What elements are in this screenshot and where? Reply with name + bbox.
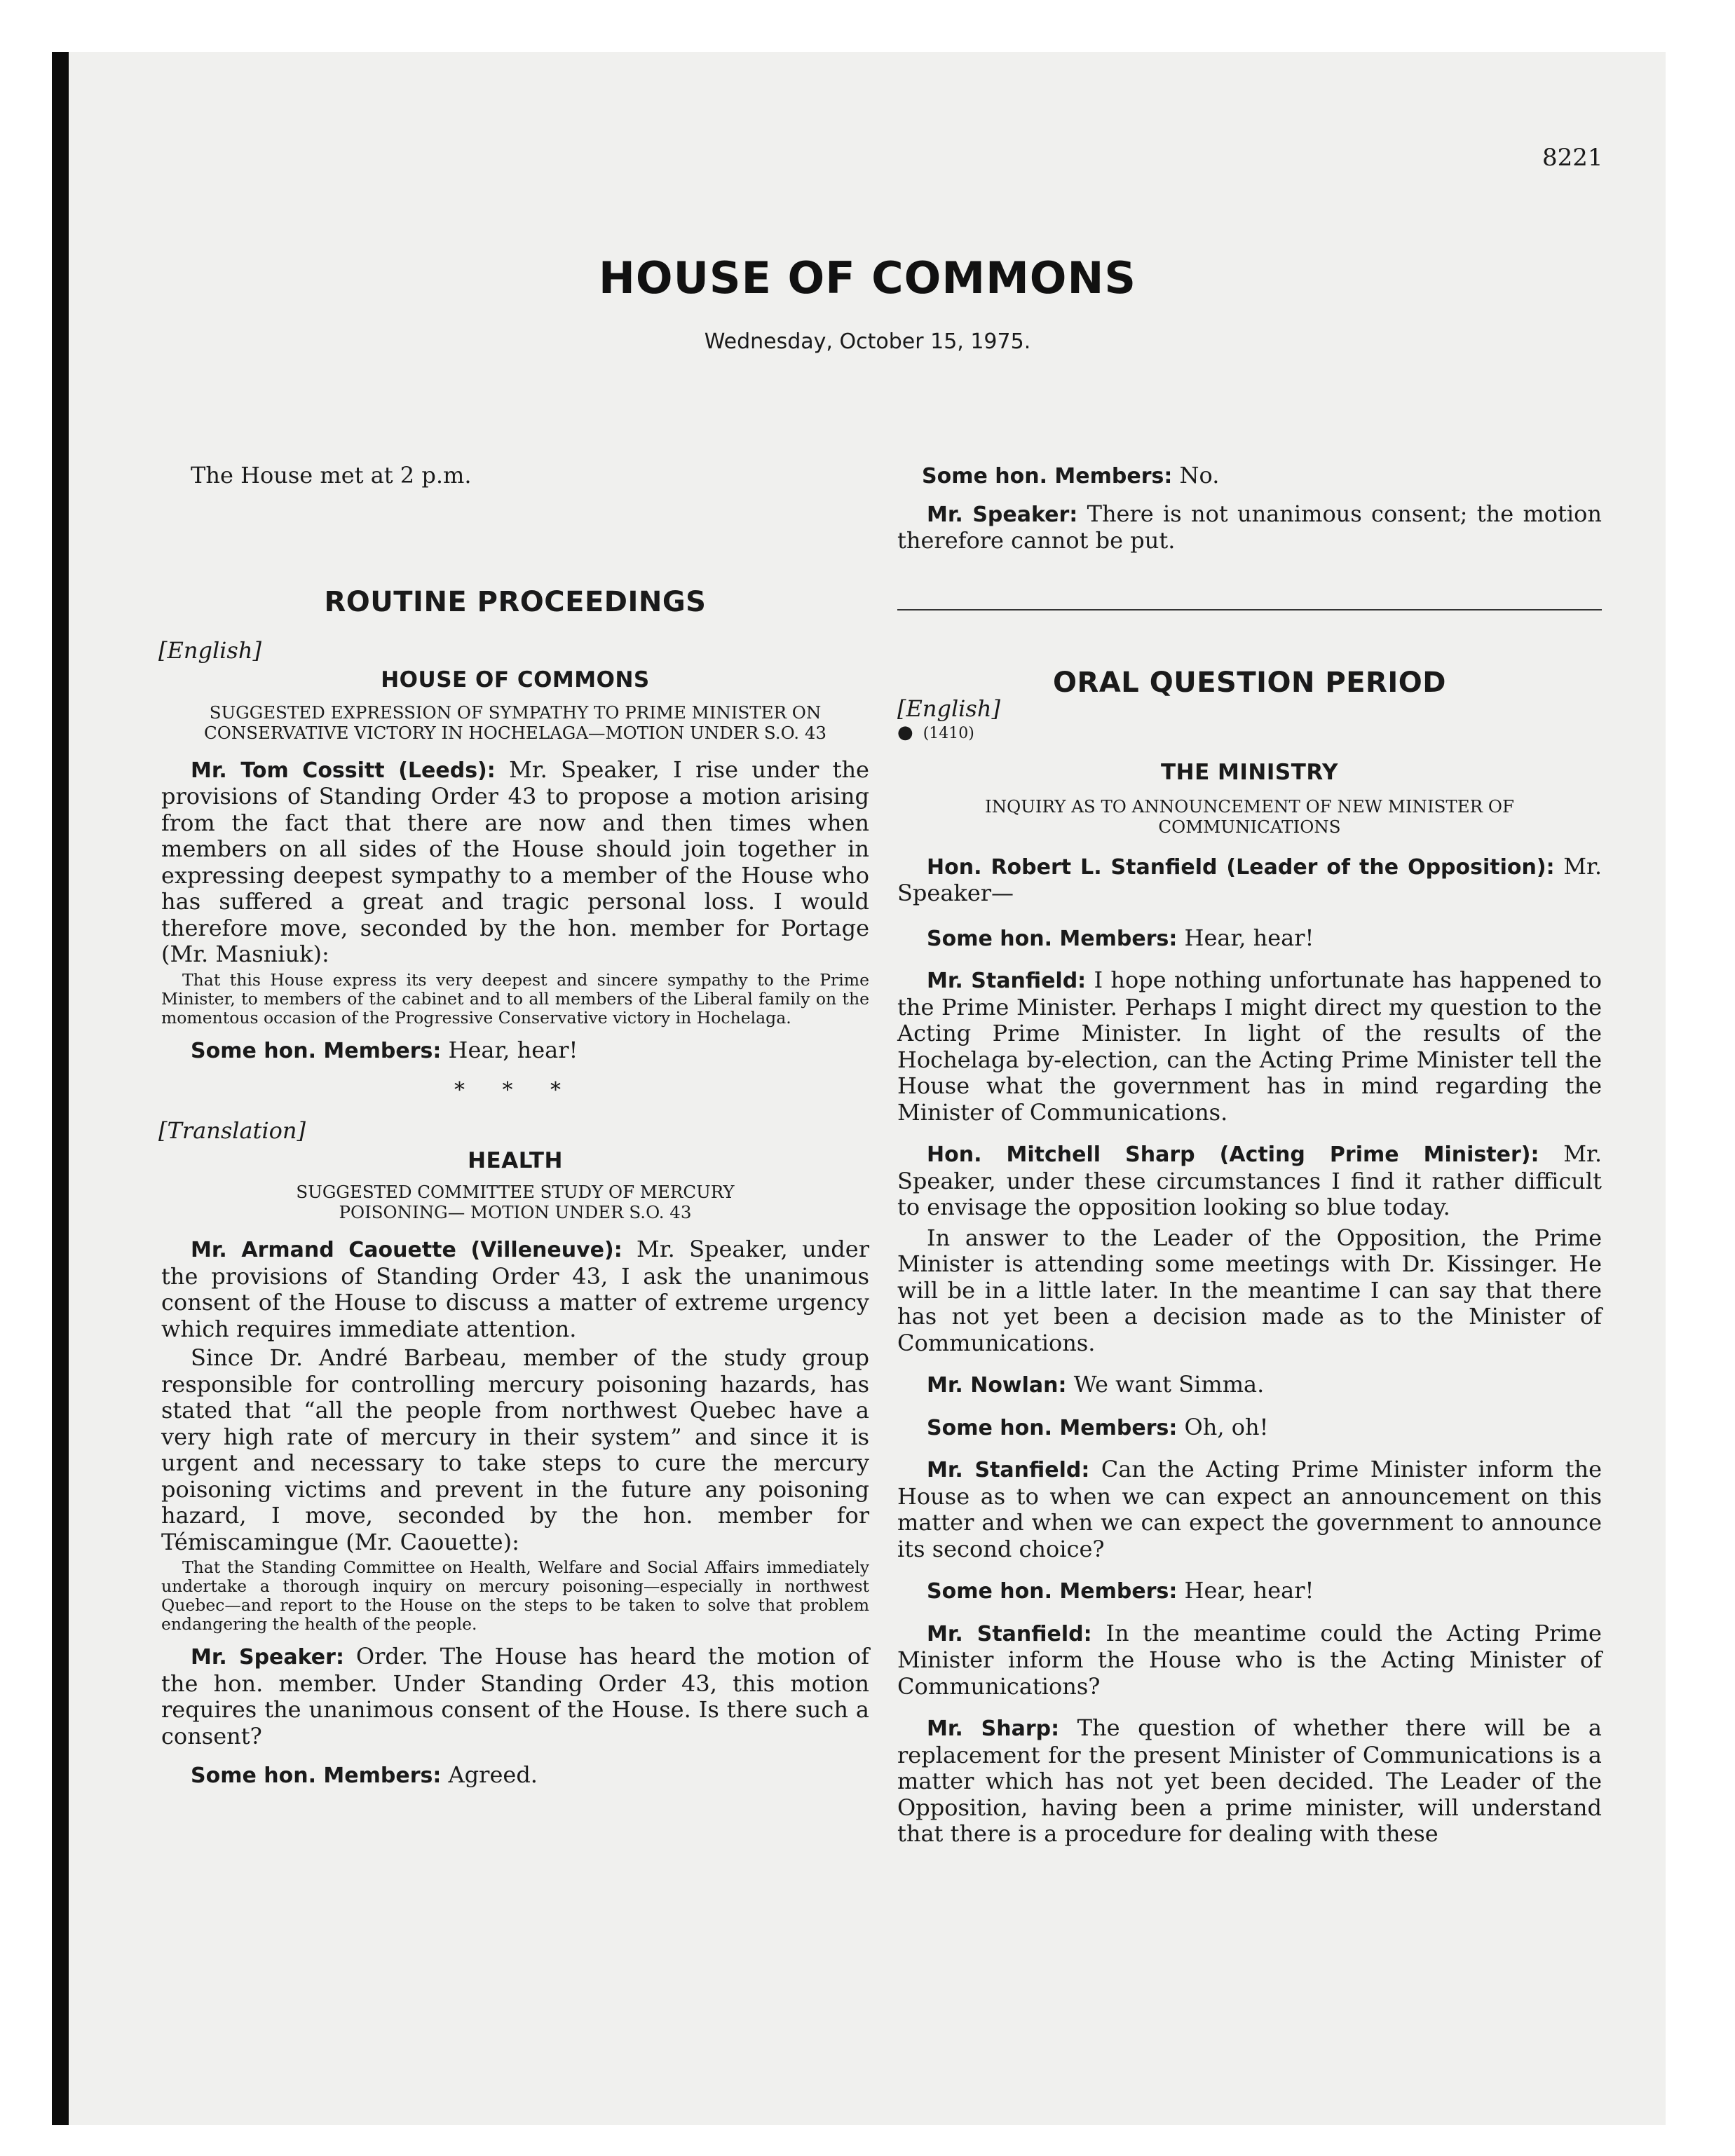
speech-text: Agreed. bbox=[448, 1761, 538, 1788]
speaker-name: Hon. Mitchell Sharp (Acting Prime Minister): bbox=[927, 1142, 1539, 1167]
section-heading-oral-question-period: ORAL QUESTION PERIOD bbox=[1053, 666, 1446, 699]
speaker-name: Some hon. Members: bbox=[922, 464, 1173, 489]
speech-text: Order. The House has heard the motion of the hon. member. Under Standing Order 43, this motion requires the unanimous consent of the House. Is there such a consent? bbox=[161, 1643, 870, 1749]
speaker-name: Some hon. Members: bbox=[927, 926, 1178, 951]
speech-text: In the meantime could the Acting Prime Minister inform the House who is the Acting Minister of Communications? bbox=[897, 1619, 1602, 1700]
motion-quote-mercury: That the Standing Committee on Health, Welfare and Social Affairs immediately undertake a thorough inquiry on mercury poisoning—especially in northwest Quebec—and report to the House on the steps to be taken to solve that problem endangering the health of the people. bbox=[161, 1557, 869, 1634]
speech-caouette bbox=[161, 1236, 869, 1342]
speech-stanfield-question bbox=[897, 967, 1602, 1126]
speaker-name: Mr. Stanfield: bbox=[927, 1458, 1090, 1482]
speech-text: There is not unanimous consent; the motion therefore cannot be put. bbox=[897, 500, 1603, 554]
subheading-health: HEALTH bbox=[468, 1148, 563, 1173]
speech-text: Oh, oh! bbox=[1184, 1413, 1269, 1440]
speaker-name: Mr. Sharp: bbox=[927, 1717, 1060, 1741]
speech-members-hear bbox=[161, 1037, 869, 1065]
speaker-name: Some hon. Members: bbox=[927, 1415, 1178, 1440]
speech-text: No. bbox=[1179, 462, 1220, 489]
left-column bbox=[158, 462, 870, 1789]
speech-cossitt bbox=[161, 757, 869, 968]
speech-text: I hope nothing unfortunate has happened to the Prime Minister. Perhaps I might direct my question to the Acting Prime Minister. In light of the results of the Hochelaga by-election, can the Acting Prime Minister tell the House what the government has in mind regarding the Minister of Communications. bbox=[897, 967, 1603, 1126]
language-tag-translation: [Translation] bbox=[158, 1117, 306, 1144]
motion-quote-sympathy: That this House express its very deepest and sincere sympathy to the Prime Minister, to members of the cabinet and to all members of the Liberal family on the momentous occasion of the Progressive Conservative victory in Hochelaga. bbox=[161, 969, 869, 1028]
right-column bbox=[897, 463, 1602, 1848]
subheading-house-of-commons: HOUSE OF COMMONS bbox=[381, 667, 650, 692]
speech-speaker-no-consent bbox=[897, 501, 1602, 554]
speech-members-hear bbox=[897, 925, 1602, 953]
speaker-name: Mr. Speaker: bbox=[927, 502, 1078, 527]
speech-caouette-continued: Since Dr. André Barbeau, member of the study group responsible for controlling mercury poisoning hazards, has stated that “all the people from northwest Quebec have a very high rate of mercury in their system” and since it is urgent and necessary to take steps to cure the mercury poisoning victims and prevent in the future any poisoning hazard, I move, seconded by the hon. member for Témiscamingue (Mr. Caouette): bbox=[161, 1344, 869, 1555]
motion-caption-sympathy: SUGGESTED EXPRESSION OF SYMPATHY TO PRIME MINISTER ON CONSERVATIVE VICTORY IN HOCHELAGA—MOTION UNDER S.O. 43 bbox=[203, 702, 826, 743]
sitting-date: Wednesday, October 15, 1975. bbox=[704, 329, 1031, 354]
speech-stanfield-acting-minister bbox=[897, 1621, 1602, 1700]
speech-speaker-order bbox=[161, 1644, 869, 1749]
speech-nowlan bbox=[897, 1372, 1602, 1399]
section-heading-routine-proceedings: ROUTINE PROCEEDINGS bbox=[324, 585, 707, 618]
speech-text: Mr. Speaker, under the provisions of Standing Order 43, I ask the unanimous consent of the House to discuss a matter of extreme urgency which requires immediate attention. bbox=[161, 1236, 870, 1342]
speech-sharp-answer bbox=[897, 1141, 1602, 1221]
time-stamp bbox=[897, 722, 1602, 744]
speech-members-no bbox=[922, 463, 1602, 490]
speech-text: Hear, hear! bbox=[1184, 924, 1314, 951]
speech-text: Hear, hear! bbox=[448, 1036, 578, 1063]
language-tag-english: [English] bbox=[158, 636, 261, 664]
speaker-name: Mr. Stanfield: bbox=[927, 1621, 1092, 1646]
speech-sharp-replacement bbox=[897, 1715, 1602, 1848]
speech-members-agreed bbox=[161, 1762, 869, 1789]
speaker-name: Mr. Stanfield: bbox=[927, 969, 1087, 993]
speaker-name: Mr. Speaker: bbox=[191, 1645, 344, 1670]
section-separator-stars: * * * bbox=[454, 1078, 577, 1103]
speech-sharp-continued: In answer to the Leader of the Opposition, the Prime Minister is attending some meetings with Dr. Kissinger. He will be in a little later. In the meantime I can say that there has not yet been a decision made as to the Minister of Communications. bbox=[897, 1224, 1602, 1356]
speech-text: Mr. Speaker, I rise under the provisions of Standing Order 43 to propose a motion arising from the fact that there are now and then times when members on all sides of the House should join together in expressing deepest sympathy to a member of the House who has suffered a great and tragic personal loss. I would therefore move, seconded by the hon. member for Portage (Mr. Masniuk): bbox=[161, 756, 869, 967]
speaker-name: Mr. Nowlan: bbox=[927, 1373, 1067, 1398]
bullet-icon: ● bbox=[897, 721, 913, 743]
speaker-name: Mr. Tom Cossitt (Leeds): bbox=[191, 758, 496, 783]
speech-text: Mr. Speaker— bbox=[897, 852, 1602, 906]
speech-text: Hear, hear! bbox=[1184, 1577, 1314, 1604]
inquiry-caption-minister: INQUIRY AS TO ANNOUNCEMENT OF NEW MINISTER OF COMMUNICATIONS bbox=[985, 796, 1514, 837]
motion-caption-mercury: SUGGESTED COMMITTEE STUDY OF MERCURY POISONING— MOTION UNDER S.O. 43 bbox=[296, 1182, 735, 1222]
speech-text: Can the Acting Prime Minister inform the House as to when we can expect an announcement on this matter and when we can expect the government to announce its second choice? bbox=[897, 1456, 1602, 1562]
speaker-name: Hon. Robert L. Stanfield (Leader of the Opposition): bbox=[927, 854, 1555, 880]
speaker-name: Some hon. Members: bbox=[191, 1763, 442, 1788]
language-tag-english: [English] bbox=[897, 695, 1000, 722]
speech-text: We want Simma. bbox=[1073, 1371, 1265, 1398]
section-divider bbox=[897, 609, 1602, 610]
speaker-name: Mr. Armand Caouette (Villeneuve): bbox=[191, 1238, 622, 1262]
scan-edge-bar bbox=[52, 52, 69, 2125]
speech-members-oh bbox=[897, 1414, 1602, 1442]
speaker-name: Some hon. Members: bbox=[927, 1579, 1178, 1604]
time-stamp-text: (1410) bbox=[923, 724, 974, 742]
speech-stanfield-announcement bbox=[897, 1456, 1602, 1562]
speech-stanfield-opening bbox=[897, 854, 1602, 907]
speaker-name: Some hon. Members: bbox=[191, 1038, 442, 1063]
speech-text: The question of whether there will be a replacement for the present Minister of Communications is a matter which has not yet been decided. The Leader of the Opposition, having been a prime minister, will understand that there is a procedure for dealing with these bbox=[897, 1714, 1603, 1847]
speech-members-hear-2 bbox=[897, 1578, 1602, 1605]
opening-line: The House met at 2 p.m. bbox=[191, 462, 472, 489]
page-title: HOUSE OF COMMONS bbox=[598, 252, 1137, 303]
speech-text: Mr. Speaker, under these circumstances I find it rather difficult to envisage the opposition looking so blue today. bbox=[897, 1140, 1602, 1220]
page-number: 8221 bbox=[1542, 144, 1603, 172]
subheading-the-ministry: THE MINISTRY bbox=[1160, 759, 1339, 785]
